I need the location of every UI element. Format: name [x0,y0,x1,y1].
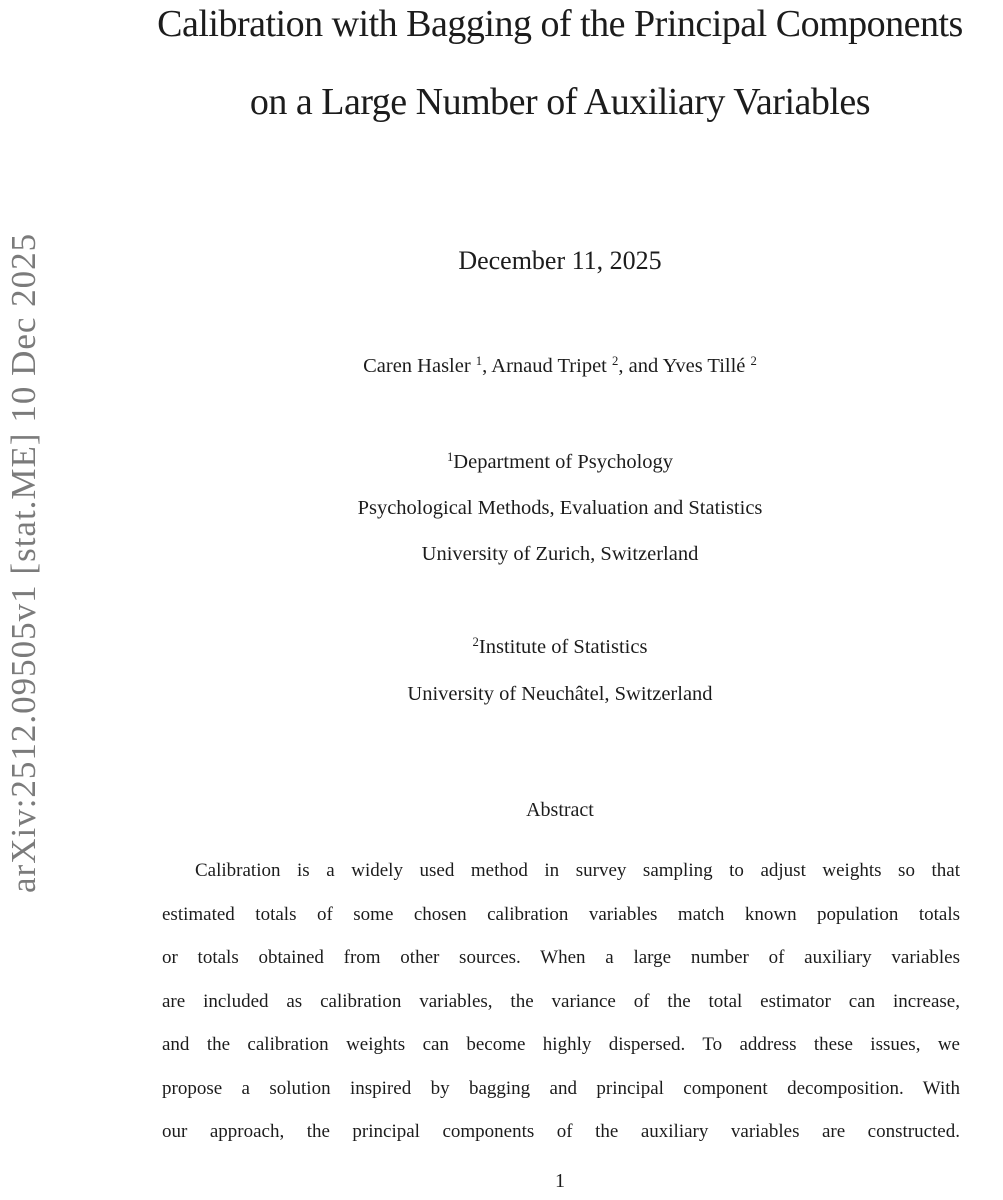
paper-title-line1: Calibration with Bagging of the Principal Components [157,3,963,45]
page-number: 1 [555,1170,565,1192]
affiliation-1-university: University of Zurich, Switzerland [421,543,699,565]
affiliation-2-university: University of Neuchâtel, Switzerland [407,683,713,705]
abstract-line: propose a solution inspired by bagging and principal component decomposition. With [162,1077,960,1099]
arxiv-watermark: arXiv:2512.09505v1 [stat.ME] 10 Dec 2025 [4,232,43,893]
author-line [117,355,1003,378]
paper-date: December 11, 2025 [458,246,662,275]
abstract-line: our approach, the principal components of the auxiliary variables are constructed. [162,1121,960,1142]
abstract-line: and the calibration weights can become highly dispersed. To address these issues, we [162,1034,960,1055]
author-2: , Arnaud Tripet [482,355,613,377]
paper-page [117,0,1003,1200]
affiliation-2-institute [117,636,1003,659]
author-1-affiliation-mark: 1 [475,354,483,369]
paper-title-line2: on a Large Number of Auxiliary Variables [249,81,871,123]
affiliation-2-mark: 2 [472,635,479,650]
abstract-line: are included as calibration variables, the variance of the total estimator can increase, [162,990,960,1012]
abstract-line: Calibration is a widely used method in survey sampling to adjust weights so that [195,860,960,881]
affiliation-1-unit: Psychological Methods, Evaluation and Statistics [357,497,763,519]
author-3: , and Yves Tillé [618,355,751,377]
abstract-line: estimated totals of some chosen calibration variables match known population totals [162,903,960,925]
abstract-heading: Abstract [526,799,594,821]
affiliation-2-institute-text: Institute of Statistics [478,636,648,658]
author-3-affiliation-mark: 2 [750,354,757,369]
author-2-affiliation-mark: 2 [612,354,619,369]
affiliation-1-mark: 1 [446,450,454,465]
author-1: Caren Hasler [363,355,476,377]
affiliation-1-department [117,451,1003,474]
abstract-line: or totals obtained from other sources. When a large number of auxiliary variables [162,947,960,968]
affiliation-1-department-text: Department of Psychology [453,451,674,473]
abstract-body [162,849,960,1154]
